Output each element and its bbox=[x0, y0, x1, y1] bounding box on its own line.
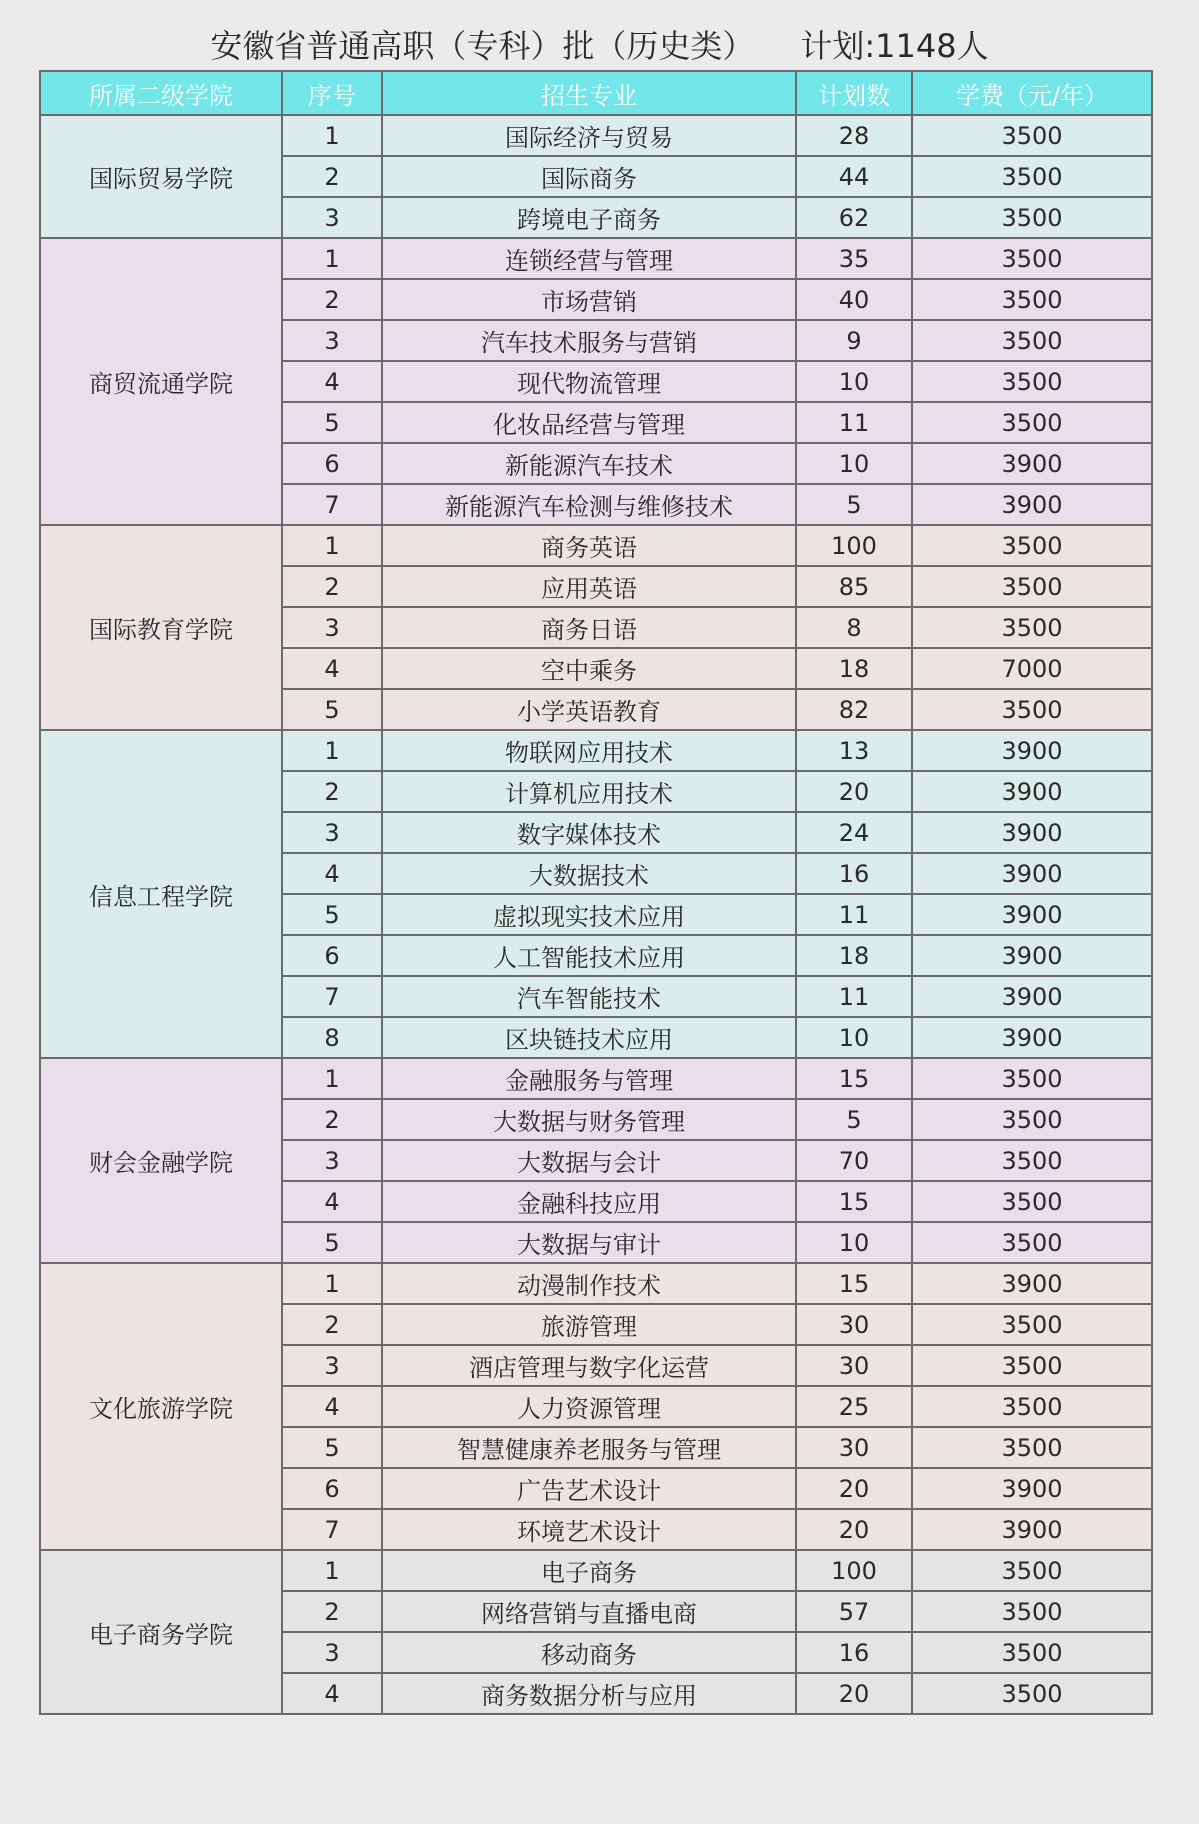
college-name-cell: 商贸流通学院 bbox=[40, 238, 282, 525]
plan-count-cell: 30 bbox=[796, 1345, 912, 1386]
college-name-cell: 信息工程学院 bbox=[40, 730, 282, 1058]
table-row bbox=[40, 1263, 1152, 1304]
index-cell: 1 bbox=[282, 730, 382, 771]
major-cell: 数字媒体技术 bbox=[382, 812, 796, 853]
index-cell: 7 bbox=[282, 976, 382, 1017]
plan-count-cell: 11 bbox=[796, 894, 912, 935]
index-cell: 4 bbox=[282, 1673, 382, 1714]
plan-count-cell: 10 bbox=[796, 443, 912, 484]
plan-count-cell: 16 bbox=[796, 853, 912, 894]
tuition-cell: 3900 bbox=[912, 894, 1152, 935]
tuition-cell: 3900 bbox=[912, 771, 1152, 812]
tuition-cell: 3500 bbox=[912, 1427, 1152, 1468]
index-cell: 6 bbox=[282, 935, 382, 976]
tuition-cell: 3900 bbox=[912, 1509, 1152, 1550]
plan-count-cell: 70 bbox=[796, 1140, 912, 1181]
plan-count-cell: 20 bbox=[796, 771, 912, 812]
plan-count-cell: 20 bbox=[796, 1468, 912, 1509]
tuition-cell: 3900 bbox=[912, 1468, 1152, 1509]
tuition-cell: 3500 bbox=[912, 1181, 1152, 1222]
tuition-cell: 3500 bbox=[912, 1304, 1152, 1345]
major-cell: 旅游管理 bbox=[382, 1304, 796, 1345]
header-college: 所属二级学院 bbox=[40, 71, 282, 115]
plan-count-cell: 5 bbox=[796, 1099, 912, 1140]
plan-count-cell: 85 bbox=[796, 566, 912, 607]
tuition-cell: 3500 bbox=[912, 1058, 1152, 1099]
major-cell: 商务英语 bbox=[382, 525, 796, 566]
major-cell: 人工智能技术应用 bbox=[382, 935, 796, 976]
major-cell: 环境艺术设计 bbox=[382, 1509, 796, 1550]
header-major: 招生专业 bbox=[382, 71, 796, 115]
plan-count-cell: 25 bbox=[796, 1386, 912, 1427]
plan-count-cell: 30 bbox=[796, 1427, 912, 1468]
header-plan-count: 计划数 bbox=[796, 71, 912, 115]
table-row bbox=[40, 1550, 1152, 1591]
plan-count-cell: 82 bbox=[796, 689, 912, 730]
plan-count-cell: 18 bbox=[796, 935, 912, 976]
tuition-cell: 3500 bbox=[912, 1140, 1152, 1181]
tuition-cell: 3500 bbox=[912, 238, 1152, 279]
plan-count-cell: 10 bbox=[796, 1222, 912, 1263]
tuition-cell: 3900 bbox=[912, 853, 1152, 894]
tuition-cell: 3500 bbox=[912, 1386, 1152, 1427]
plan-count-cell: 11 bbox=[796, 402, 912, 443]
plan-count-cell: 15 bbox=[796, 1263, 912, 1304]
tuition-cell: 3500 bbox=[912, 197, 1152, 238]
plan-count-cell: 13 bbox=[796, 730, 912, 771]
tuition-cell: 3500 bbox=[912, 1222, 1152, 1263]
major-cell: 跨境电子商务 bbox=[382, 197, 796, 238]
college-name-cell: 文化旅游学院 bbox=[40, 1263, 282, 1550]
index-cell: 1 bbox=[282, 238, 382, 279]
table-row bbox=[40, 115, 1152, 156]
tuition-cell: 3500 bbox=[912, 279, 1152, 320]
major-cell: 大数据技术 bbox=[382, 853, 796, 894]
major-cell: 汽车智能技术 bbox=[382, 976, 796, 1017]
plan-count-cell: 18 bbox=[796, 648, 912, 689]
index-cell: 3 bbox=[282, 1632, 382, 1673]
tuition-cell: 3900 bbox=[912, 443, 1152, 484]
table-row bbox=[40, 238, 1152, 279]
major-cell: 汽车技术服务与营销 bbox=[382, 320, 796, 361]
plan-count-cell: 57 bbox=[796, 1591, 912, 1632]
major-cell: 国际商务 bbox=[382, 156, 796, 197]
index-cell: 5 bbox=[282, 402, 382, 443]
tuition-cell: 3900 bbox=[912, 1017, 1152, 1058]
index-cell: 2 bbox=[282, 566, 382, 607]
major-cell: 电子商务 bbox=[382, 1550, 796, 1591]
major-cell: 小学英语教育 bbox=[382, 689, 796, 730]
page-title bbox=[0, 18, 1199, 74]
plan-count-cell: 10 bbox=[796, 1017, 912, 1058]
index-cell: 3 bbox=[282, 1345, 382, 1386]
index-cell: 3 bbox=[282, 812, 382, 853]
tuition-cell: 3500 bbox=[912, 1632, 1152, 1673]
plan-count-cell: 16 bbox=[796, 1632, 912, 1673]
tuition-cell: 3500 bbox=[912, 1591, 1152, 1632]
tuition-cell: 3500 bbox=[912, 320, 1152, 361]
tuition-cell: 3900 bbox=[912, 935, 1152, 976]
major-cell: 区块链技术应用 bbox=[382, 1017, 796, 1058]
index-cell: 1 bbox=[282, 1058, 382, 1099]
major-cell: 新能源汽车技术 bbox=[382, 443, 796, 484]
major-cell: 计算机应用技术 bbox=[382, 771, 796, 812]
tuition-cell: 3500 bbox=[912, 1099, 1152, 1140]
major-cell: 大数据与审计 bbox=[382, 1222, 796, 1263]
tuition-cell: 3500 bbox=[912, 156, 1152, 197]
tuition-cell: 3500 bbox=[912, 525, 1152, 566]
major-cell: 空中乘务 bbox=[382, 648, 796, 689]
index-cell: 3 bbox=[282, 1140, 382, 1181]
index-cell: 5 bbox=[282, 1427, 382, 1468]
major-cell: 金融科技应用 bbox=[382, 1181, 796, 1222]
plan-count-cell: 30 bbox=[796, 1304, 912, 1345]
tuition-cell: 7000 bbox=[912, 648, 1152, 689]
index-cell: 5 bbox=[282, 1222, 382, 1263]
college-name-cell: 国际教育学院 bbox=[40, 525, 282, 730]
header-tuition: 学费（元/年） bbox=[912, 71, 1152, 115]
major-cell: 商务数据分析与应用 bbox=[382, 1673, 796, 1714]
plan-count-cell: 9 bbox=[796, 320, 912, 361]
college-name-cell: 国际贸易学院 bbox=[40, 115, 282, 238]
plan-count-cell: 20 bbox=[796, 1509, 912, 1550]
major-cell: 国际经济与贸易 bbox=[382, 115, 796, 156]
header-index: 序号 bbox=[282, 71, 382, 115]
major-cell: 金融服务与管理 bbox=[382, 1058, 796, 1099]
plan-count-cell: 15 bbox=[796, 1058, 912, 1099]
major-cell: 动漫制作技术 bbox=[382, 1263, 796, 1304]
index-cell: 4 bbox=[282, 853, 382, 894]
major-cell: 连锁经营与管理 bbox=[382, 238, 796, 279]
index-cell: 1 bbox=[282, 525, 382, 566]
major-cell: 应用英语 bbox=[382, 566, 796, 607]
tuition-cell: 3500 bbox=[912, 689, 1152, 730]
index-cell: 1 bbox=[282, 115, 382, 156]
plan-count-cell: 8 bbox=[796, 607, 912, 648]
index-cell: 2 bbox=[282, 1099, 382, 1140]
plan-count-cell: 35 bbox=[796, 238, 912, 279]
plan-count-cell: 11 bbox=[796, 976, 912, 1017]
index-cell: 6 bbox=[282, 1468, 382, 1509]
index-cell: 2 bbox=[282, 279, 382, 320]
plan-count-cell: 20 bbox=[796, 1673, 912, 1714]
table-row bbox=[40, 525, 1152, 566]
plan-count-cell: 24 bbox=[796, 812, 912, 853]
index-cell: 2 bbox=[282, 1591, 382, 1632]
table-body bbox=[40, 115, 1152, 1714]
tuition-cell: 3500 bbox=[912, 607, 1152, 648]
major-cell: 酒店管理与数字化运营 bbox=[382, 1345, 796, 1386]
major-cell: 新能源汽车检测与维修技术 bbox=[382, 484, 796, 525]
college-name-cell: 电子商务学院 bbox=[40, 1550, 282, 1714]
index-cell: 1 bbox=[282, 1550, 382, 1591]
tuition-cell: 3900 bbox=[912, 1263, 1152, 1304]
major-cell: 移动商务 bbox=[382, 1632, 796, 1673]
major-cell: 智慧健康养老服务与管理 bbox=[382, 1427, 796, 1468]
major-cell: 网络营销与直播电商 bbox=[382, 1591, 796, 1632]
tuition-cell: 3500 bbox=[912, 1673, 1152, 1714]
tuition-cell: 3900 bbox=[912, 730, 1152, 771]
index-cell: 4 bbox=[282, 1386, 382, 1427]
index-cell: 6 bbox=[282, 443, 382, 484]
index-cell: 3 bbox=[282, 320, 382, 361]
enrollment-plan-table bbox=[39, 70, 1153, 1715]
plan-count-cell: 100 bbox=[796, 1550, 912, 1591]
plan-count-cell: 10 bbox=[796, 361, 912, 402]
plan-count-cell: 15 bbox=[796, 1181, 912, 1222]
table-row bbox=[40, 1058, 1152, 1099]
tuition-cell: 3500 bbox=[912, 1345, 1152, 1386]
index-cell: 3 bbox=[282, 607, 382, 648]
major-cell: 大数据与会计 bbox=[382, 1140, 796, 1181]
tuition-cell: 3900 bbox=[912, 812, 1152, 853]
tuition-cell: 3500 bbox=[912, 566, 1152, 607]
tuition-cell: 3500 bbox=[912, 1550, 1152, 1591]
index-cell: 1 bbox=[282, 1263, 382, 1304]
index-cell: 4 bbox=[282, 1181, 382, 1222]
major-cell: 商务日语 bbox=[382, 607, 796, 648]
tuition-cell: 3500 bbox=[912, 361, 1152, 402]
table-header-row bbox=[40, 71, 1152, 115]
plan-count-cell: 44 bbox=[796, 156, 912, 197]
index-cell: 5 bbox=[282, 894, 382, 935]
plan-count-cell: 40 bbox=[796, 279, 912, 320]
index-cell: 5 bbox=[282, 689, 382, 730]
index-cell: 3 bbox=[282, 197, 382, 238]
major-cell: 大数据与财务管理 bbox=[382, 1099, 796, 1140]
index-cell: 2 bbox=[282, 1304, 382, 1345]
tuition-cell: 3900 bbox=[912, 484, 1152, 525]
tuition-cell: 3500 bbox=[912, 115, 1152, 156]
index-cell: 8 bbox=[282, 1017, 382, 1058]
major-cell: 物联网应用技术 bbox=[382, 730, 796, 771]
plan-count-cell: 5 bbox=[796, 484, 912, 525]
title-plan-total: 计划:1148人 bbox=[800, 27, 989, 65]
index-cell: 7 bbox=[282, 484, 382, 525]
index-cell: 2 bbox=[282, 771, 382, 812]
major-cell: 现代物流管理 bbox=[382, 361, 796, 402]
index-cell: 2 bbox=[282, 156, 382, 197]
tuition-cell: 3900 bbox=[912, 976, 1152, 1017]
major-cell: 人力资源管理 bbox=[382, 1386, 796, 1427]
college-name-cell: 财会金融学院 bbox=[40, 1058, 282, 1263]
plan-count-cell: 100 bbox=[796, 525, 912, 566]
plan-count-cell: 28 bbox=[796, 115, 912, 156]
index-cell: 4 bbox=[282, 361, 382, 402]
major-cell: 市场营销 bbox=[382, 279, 796, 320]
index-cell: 4 bbox=[282, 648, 382, 689]
plan-count-cell: 62 bbox=[796, 197, 912, 238]
table-row bbox=[40, 730, 1152, 771]
major-cell: 广告艺术设计 bbox=[382, 1468, 796, 1509]
title-main: 安徽省普通高职（专科）批（历史类） bbox=[210, 27, 755, 65]
major-cell: 虚拟现实技术应用 bbox=[382, 894, 796, 935]
tuition-cell: 3500 bbox=[912, 402, 1152, 443]
index-cell: 7 bbox=[282, 1509, 382, 1550]
major-cell: 化妆品经营与管理 bbox=[382, 402, 796, 443]
